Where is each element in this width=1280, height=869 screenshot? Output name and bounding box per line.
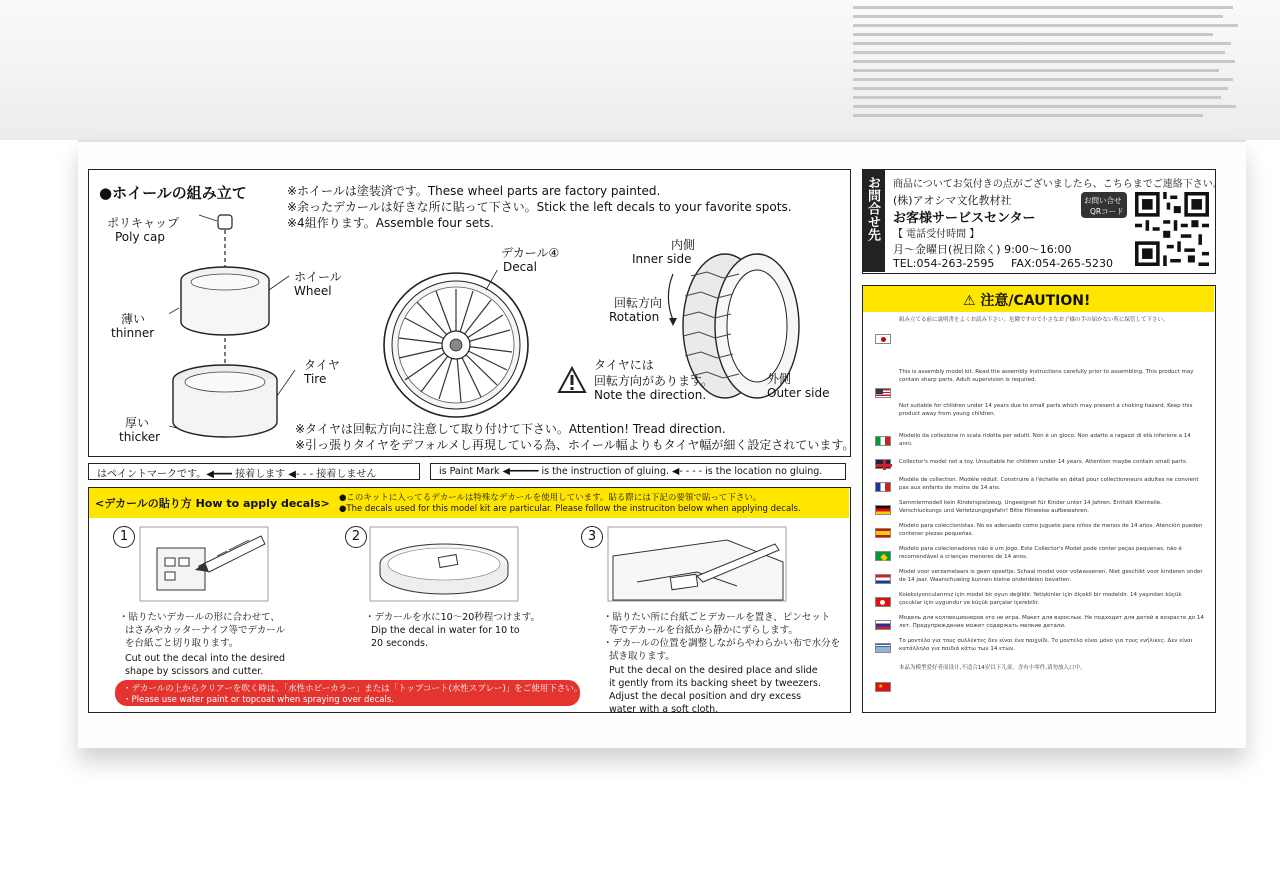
turkey-flag-icon	[875, 597, 891, 607]
netherlands-flag-icon	[875, 574, 891, 584]
decal-label-jp: デカール④	[501, 246, 560, 260]
step-3-en-1: Put the decal on the desired place and slide	[609, 665, 818, 676]
step-3-jp-3: ・デカールの位置を調整しながらやわらかい布で水分を	[603, 638, 841, 649]
brazil-flag-icon	[875, 551, 891, 561]
step-1-en-2: shape by scissors and cutter.	[125, 666, 264, 677]
caution-panel	[862, 285, 1216, 713]
step-2-number: 2	[345, 526, 367, 548]
assembly-heading: ●ホイールの組み立て	[99, 184, 247, 202]
step-2-en-1: Dip the decal in water for 10 to	[371, 625, 520, 636]
tire-label-en: Tire	[304, 372, 327, 386]
assembly-note-1: ※ホイールは塗装済です。These wheel parts are factory painted.	[287, 184, 661, 198]
step-1-jp-1: ・貼りたいデカールの形に合わせて、	[119, 612, 280, 623]
tread-note-2: ※引っ張りタイヤをデフォルメし再現している為、ホイール幅よりもタイヤ幅が細く設定されています。	[295, 438, 855, 452]
tread-note-1: ※タイヤは回転方向に注意して取り付けて下さい。Attention! Tread direction.	[295, 422, 726, 436]
caution-br-text: Modelo para colecionadores não é um jogo. Este Collector's Model pode conter peças pequenas, não é recomendável a crianças menores de 14 anos.	[899, 546, 1182, 560]
inner-label-jp: 内側	[671, 238, 696, 252]
contact-side-label: お問合せ先	[865, 176, 880, 241]
caution-ru-text: Модель для коллекционеров это не игра. Макет для взрослых. Не подходит для детей в возрасте до 14 лет. Предупреждение может содержать мелкие детали.	[899, 615, 1204, 629]
clear-coat-warning-en: ・Please use water paint or topcoat when spraying over decals.	[123, 695, 394, 705]
step-3-en-3: Adjust the decal position and dry excess	[609, 691, 802, 702]
clear-coat-warning-jp: ・デカールの上からクリアーを吹く時は、「水性ホビーカラー」または「トップコート(水性スプレー)」をご使用下さい。	[123, 684, 583, 694]
step-3-apply-illustration	[607, 526, 787, 602]
step-2-en-2: 20 seconds.	[371, 638, 428, 649]
outer-label-jp: 外側	[767, 372, 792, 386]
wheel-assembly-illustration	[169, 210, 299, 440]
clear-coat-warning	[115, 680, 583, 706]
russia-flag-icon	[875, 620, 891, 630]
caution-nl-text: Model voor verzamelaars is geen speeltje. Schaal model voor volwassenen. Niet geschikt voor kinderen onder de 14 jaar. Waarschuwing kunnen kleine onderdelen bevatten.	[899, 569, 1203, 583]
assembly-note-3: ※4組作ります。Assemble four sets.	[287, 216, 494, 230]
wheel-front-illustration	[381, 270, 531, 420]
paint-mark-box-jp	[88, 463, 420, 480]
caution-tr-text: Koleksiyoncularımız için model bir oyun değildir. Yetişkinler için ölçekli bir modeldir. 14 yaşından küçük çocuklar için uygundur ve küçük parçalar içerebilir.	[899, 592, 1182, 606]
wheel-label-en: Wheel	[294, 284, 332, 298]
usa-flag-icon	[875, 388, 891, 398]
germany-flag-icon	[875, 505, 891, 515]
caution-uk-text: Collector's model not a toy. Unsuitable for children under 14 years. Attention maybe contain small parts.	[899, 459, 1188, 465]
rotation-label-jp: 回転方向	[614, 296, 663, 310]
step-3-jp-4: 拭き取ります。	[609, 651, 675, 662]
caution-fr-text: Modèle de collection. Modèle réduit. Construire à l'échelle en détail pour collectionneurs adultes ne convient pas aux enfants de moins de 14 ans.	[899, 477, 1199, 491]
thick-label-en: thicker	[119, 430, 161, 444]
contact-panel	[862, 169, 1223, 274]
polycap-label-en: Poly cap	[115, 230, 165, 244]
contact-hours-label: 【 電話受付時間 】	[893, 229, 980, 240]
direction-note-en: Note the direction.	[594, 388, 707, 402]
warning-triangle-icon	[557, 366, 587, 394]
inner-label-en: Inner side	[632, 252, 692, 266]
france-flag-icon	[875, 482, 891, 492]
instruction-sheet	[78, 140, 1246, 748]
decal-notice-jp: ●このキットに入ってるデカールは特殊なデカールを使用しています。貼る際には下記の要領で貼って下さい。	[339, 493, 762, 503]
japan-flag-icon	[875, 334, 891, 344]
step-1-jp-3: を台紙ごと切り取ります。	[125, 638, 239, 649]
step-2-jp-1: ・デカールを水に10～20秒程つけます。	[365, 612, 541, 623]
caution-en-text-2: Not suitable for children under 14 years due to small parts which may present a choking hazard. Keep this product away from young children.	[899, 403, 1193, 417]
decal-label-en: Decal	[503, 260, 537, 274]
step-1-jp-2: はさみやカッターナイフ等でデカール	[125, 625, 286, 636]
step-3-en-4: water with a soft cloth.	[609, 704, 719, 715]
decal-panel	[88, 487, 851, 713]
outer-label-en: Outer side	[767, 386, 830, 400]
qr-label-1: お問い合せ	[1084, 196, 1122, 205]
step-1-cutting-illustration	[139, 526, 269, 602]
step-2-water-illustration	[369, 526, 519, 602]
thin-label-en: thinner	[111, 326, 155, 340]
paint-mark-text-jp: はペイントマークです。◀━━━ 接着します ◀- - - 接着しません	[97, 469, 377, 480]
step-3-jp-1: ・貼りたい所に台紙ごとデカールを置き、ピンセット	[603, 612, 831, 623]
caution-cn-text: 本品为模型爱好者而设计,不适合14岁以下儿童。含有小零件,请勿放入口中。	[899, 665, 1086, 671]
contact-company: (株)アオシマ文化教材社	[893, 194, 1012, 207]
contact-tel: TEL:054-263-2595	[893, 257, 995, 270]
tire-label-jp: タイヤ	[304, 358, 340, 372]
contact-hours: 月～金曜日(祝日除く) 9:00～16:00	[893, 243, 1072, 256]
spain-flag-icon	[875, 528, 891, 538]
thin-label-jp: 薄い	[121, 312, 146, 326]
step-3-en-2: it gently from its backing sheet by tweezers.	[609, 678, 822, 689]
qr-label-2: QRコード	[1090, 207, 1124, 216]
contact-fax: FAX:054-265-5230	[1011, 257, 1114, 270]
decal-notice-en: ●The decals used for this model kit are particular. Please follow the instruciton below when applying decals.	[339, 504, 801, 514]
polycap-label-jp: ポリキャップ	[107, 216, 180, 230]
china-flag-icon: ★	[875, 682, 891, 692]
step-3-number: 3	[581, 526, 603, 548]
assembly-panel	[88, 169, 855, 457]
uk-flag-icon	[875, 459, 891, 469]
greece-flag-icon	[875, 643, 891, 653]
direction-note-jp-1: タイヤには	[594, 358, 654, 372]
rotation-label-en: Rotation	[609, 310, 660, 324]
qr-code-icon[interactable]	[1135, 192, 1209, 266]
step-1-number: 1	[113, 526, 135, 548]
caution-jp-text: 組み立てる前に説明書をよくお読み下さい。危険ですので小さなお子様の手の届かない所に保管して下さい。	[899, 317, 1169, 323]
caution-title: ⚠ 注意/CAUTION!	[963, 293, 1091, 309]
paint-mark-text-en: is Paint Mark ◀━━━━━ is the instruction of gluing. ◀- - - - is the location no gluing.	[439, 466, 823, 477]
caution-gr-text: Το μοντέλο για τους συλλέκτες δεν είναι ένα παιχνίδι. Το μοντέλο είναι μόνο για τους ενήλικες. Δεν είναι κατάλληλο για παιδιά κάτω των 14 ετών.	[899, 638, 1193, 652]
decal-title: <デカールの貼り方 How to apply decals>	[95, 497, 330, 510]
assembly-note-2: ※余ったデカールは好きな所に貼って下さい。Stick the left decals to your favorite spots.	[287, 200, 792, 214]
caution-it-text: Modello da collezione in scala ridotta per adulti. Non è un gioco. Non adatto a ragazzi di età inferiore a 14 anni.	[899, 433, 1191, 447]
italy-flag-icon	[875, 436, 891, 446]
bleed-through-text	[853, 0, 1248, 135]
direction-note-jp-2: 回転方向があります。	[594, 374, 714, 388]
caution-en-text: This is assembly model kit. Read the assembly instructions carefully prior to assembling. This product may contain sharp parts. Adult supervision is required.	[899, 369, 1194, 383]
step-3-jp-2: 等でデカールを台紙から静かにずらします。	[609, 625, 798, 636]
thick-label-jp: 厚い	[125, 416, 150, 430]
contact-intro: 商品についてお気付きの点がございましたら、こちらまでご連絡下さい。	[893, 179, 1223, 190]
paint-mark-box-en	[430, 463, 846, 480]
caution-es-text: Modelo para coleccionistas. No es adecuado como juguete para niños de menos de 14 años. Atención pueden contener piezas pequeñas.	[899, 523, 1203, 537]
contact-center: お客様サービスセンター	[893, 211, 1036, 226]
step-1-en-1: Cut out the decal into the desired	[125, 653, 286, 664]
wheel-label-jp: ホイール	[294, 270, 342, 284]
caution-de-text: Sammlermodell kein Kinderspielzeug. Ungeeignet für Kinder unter 14 Jahren. Enthält Kleinteile. Verschluckungs und Verletzungsgefahr! Bitte Hinweise aufbewahren.	[899, 500, 1162, 514]
